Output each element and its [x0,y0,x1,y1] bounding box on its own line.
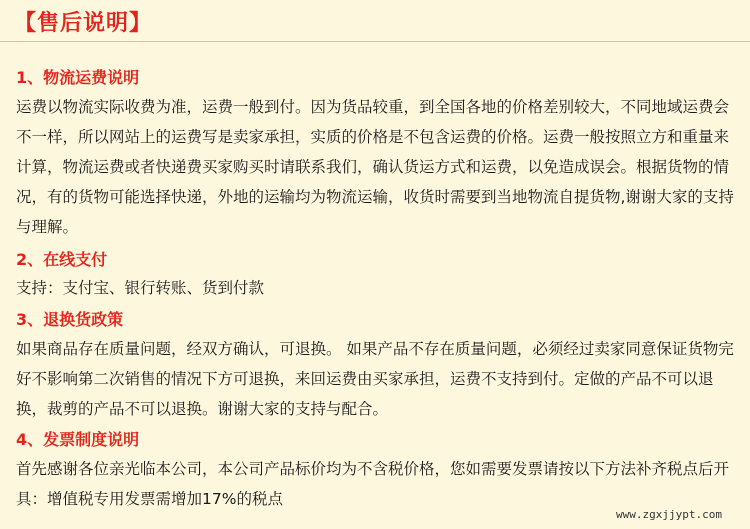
title-divider [0,41,750,42]
page-title: 【售后说明】 [14,11,153,36]
section-body-returns: 如果商品存在质量问题，经双方确认，可退换。 如果产品不存在质量问题，必须经过卖家同意保证货物完好不影响第二次销售的情况下方可退换，来回运费由买家承担，运费不支持到付。定做的产品不可以退换，裁剪的产品不可以退换。谢谢大家的支持与配合。 [16,340,734,418]
section-body-shipping: 运费以物流实际收费为准，运费一般到付。因为货品较重，到全国各地的价格差别较大，不同地域运费会不一样，所以网站上的运费写是卖家承担，实质的价格是不包含运费的价格。运费一般按照立方和重量来计算，物流运费或者快递费买家购买时请联系我们，确认货运方式和运费，以免造成误会。根据货物的情况，有的货物可能选择快递，外地的运输均为物流运输，收货时需要到当地物流自提货物,谢谢大家的支持与理解。 [16,98,734,236]
section-heading-invoice: 4、发票制度说明 [16,430,140,449]
section-heading-payment: 2、在线支付 [16,250,108,269]
section-body-invoice: 首先感谢各位亲光临本公司，本公司产品标价均为不含税价格，您如需要发票请按以下方法补齐税点后开具：增值税专用发票需增加17%的税点 [16,460,730,508]
watermark-url: www.zgxjjypt.com [616,508,722,521]
section-body-payment: 支持：支付宝、银行转账、货到付款 [16,279,265,297]
section-heading-returns: 3、退换货政策 [16,310,124,329]
section-heading-shipping: 1、物流运费说明 [16,68,140,87]
